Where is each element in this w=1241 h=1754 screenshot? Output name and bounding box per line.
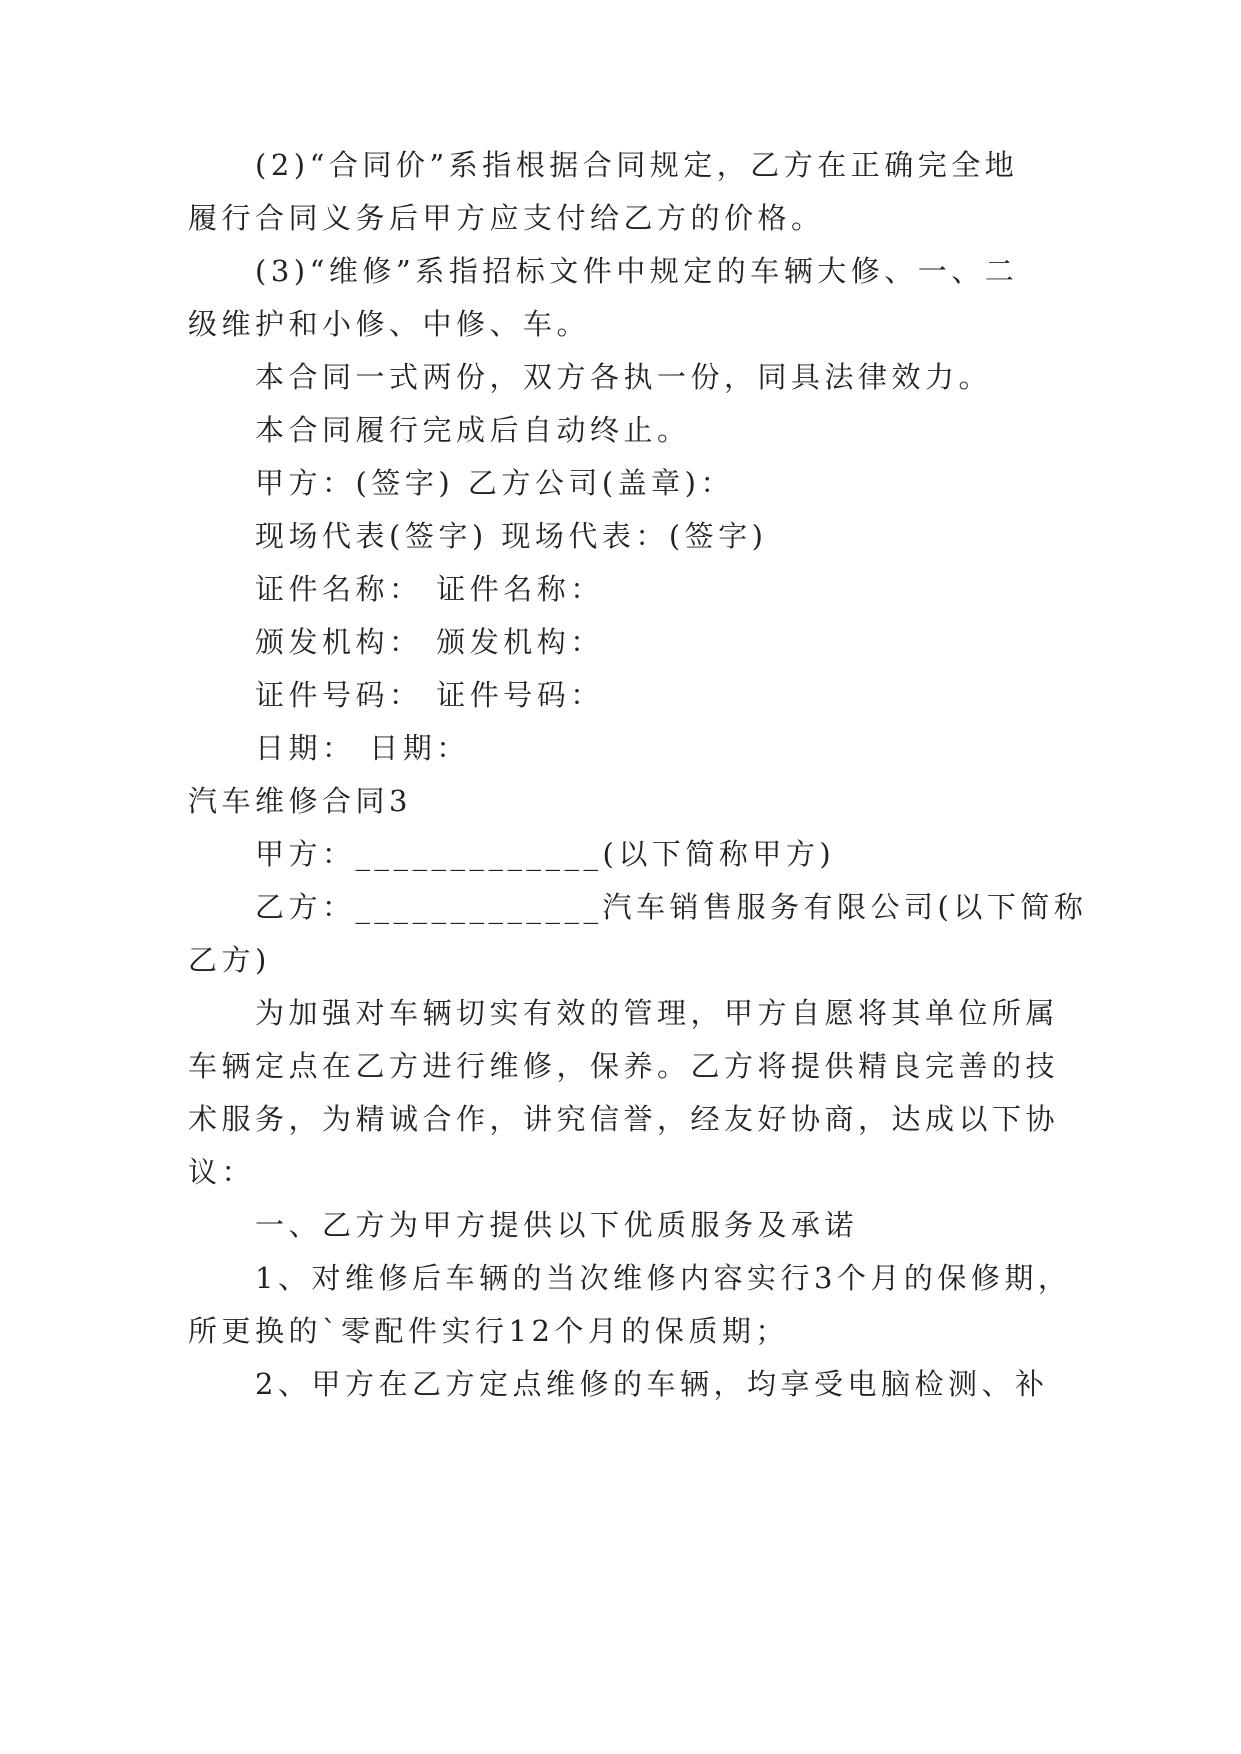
text-line: 所更换的`零配件实行12个月的保质期； — [188, 1314, 789, 1348]
text-line: 履行合同义务后甲方应支付给乙方的价格。 — [188, 201, 825, 235]
text-line: 为加强对车辆切实有效的管理，甲方自愿将其单位所属 — [255, 996, 1060, 1030]
text-line: 车辆定点在乙方进行维修，保养。乙方将提供精良完善的技 — [188, 1049, 1060, 1083]
text-line: 术服务，为精诚合作，讲究信誉，经友好协商，达成以下协 — [188, 1102, 1060, 1136]
text-line: 甲方：(签字) 乙方公司(盖章)： — [255, 466, 734, 500]
text-line: 证件名称： 证件名称： — [255, 572, 604, 606]
text-line: 日期： 日期： — [255, 731, 470, 765]
text-line: 2、甲方在乙方定点维修的车辆，均享受电脑检测、补 — [255, 1367, 1049, 1401]
text-line: 议： — [188, 1155, 256, 1189]
text-line: 乙方：_____________汽车销售服务有限公司(以下简称 — [255, 890, 1088, 924]
text-line: 1、对维修后车辆的当次维修内容实行3个月的保修期， — [255, 1261, 1072, 1295]
text-line: 本合同履行完成后自动终止。 — [255, 413, 691, 447]
text-line: 颁发机构： 颁发机构： — [255, 625, 604, 659]
text-line: 证件号码： 证件号码： — [255, 678, 604, 712]
text-line: 乙方) — [188, 943, 271, 977]
text-line: (2)“合同价”系指根据合同规定，乙方在正确完全地 — [255, 148, 1019, 182]
text-line: 现场代表(签字) 现场代表：(签字) — [255, 519, 768, 553]
section-heading: 汽车维修合同3 — [188, 784, 412, 818]
text-line: 一、乙方为甲方提供以下优质服务及承诺 — [255, 1208, 859, 1242]
text-line: 级维护和小修、中修、车。 — [188, 307, 591, 341]
text-line: 本合同一式两份，双方各执一份，同具法律效力。 — [255, 360, 993, 394]
text-line: 甲方：_____________(以下简称甲方) — [255, 837, 836, 871]
text-line: (3)“维修”系指招标文件中规定的车辆大修、一、二 — [255, 254, 1019, 288]
